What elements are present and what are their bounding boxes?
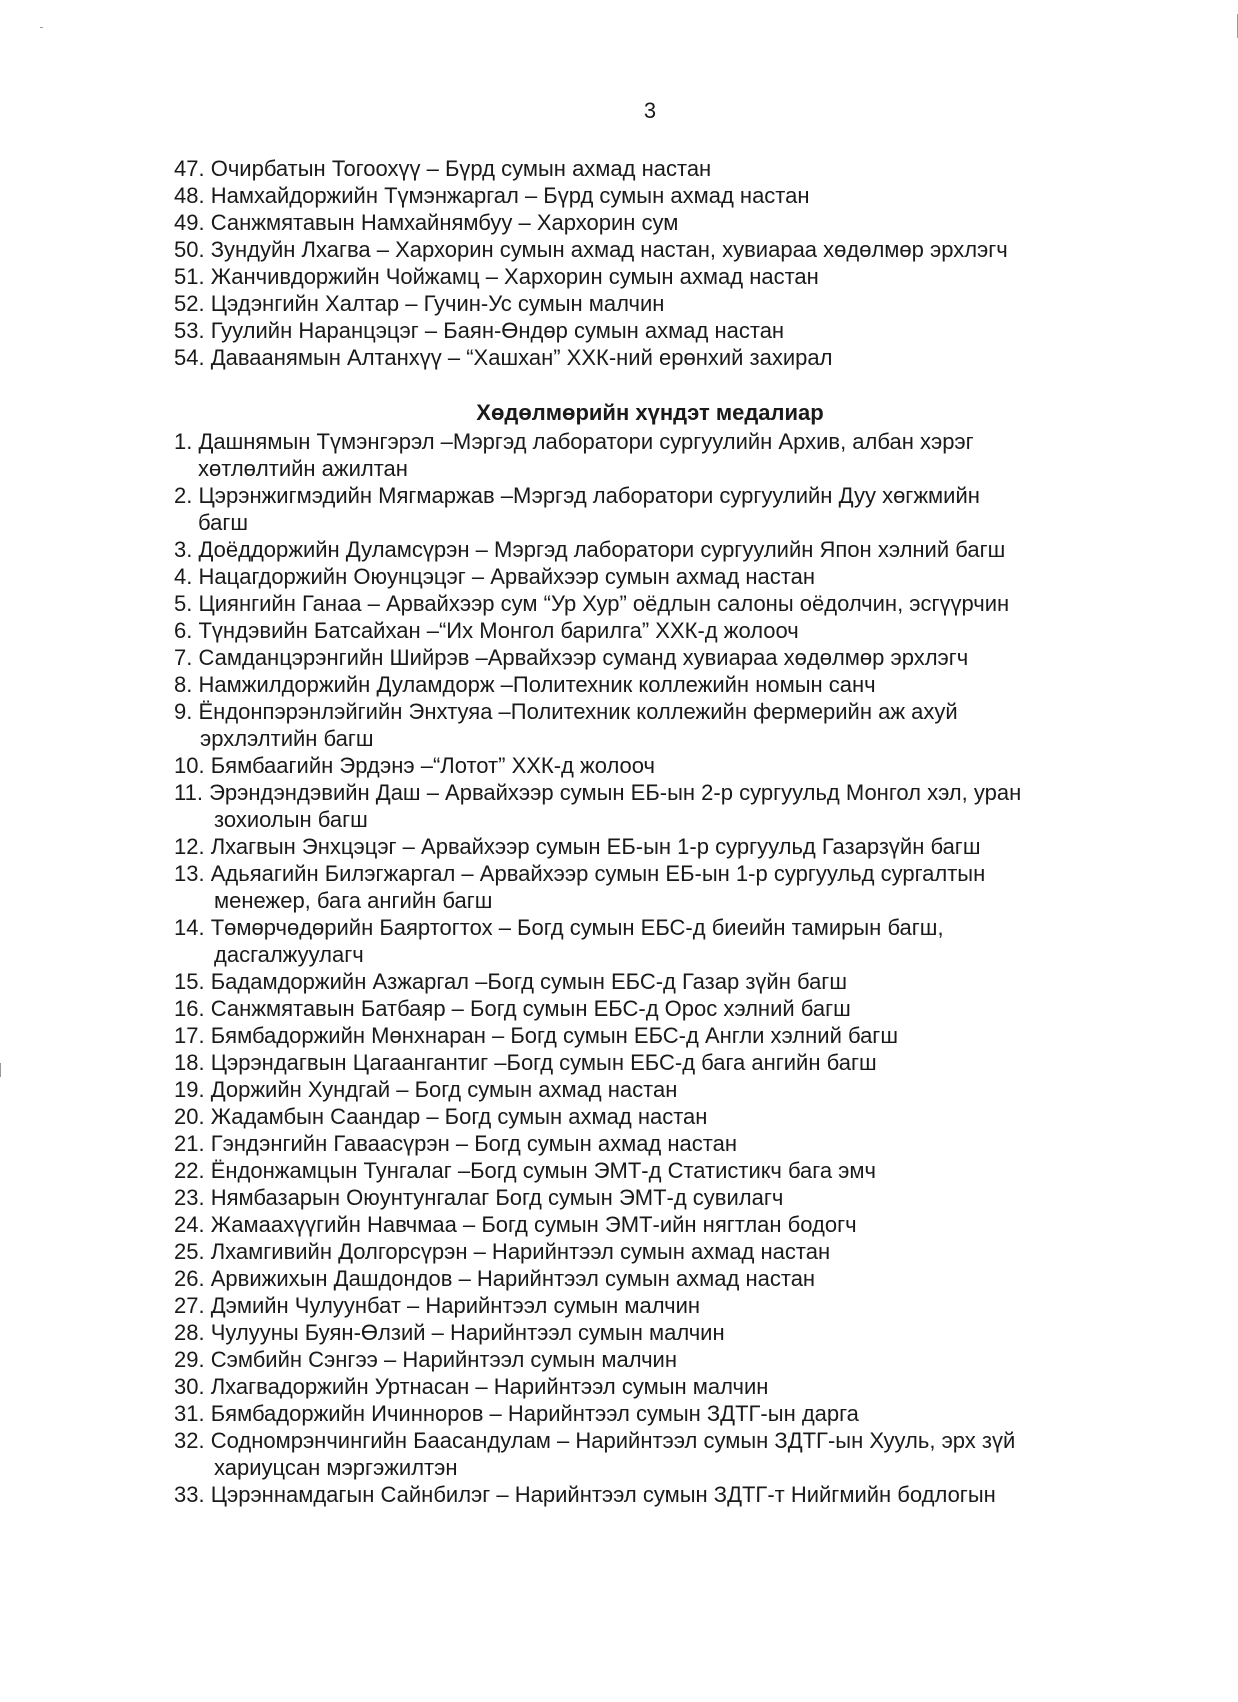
- item-text: Цэрэнжигмэдийн Мягмаржав –Мэргэд лаборатори сургуулийн Дуу хөгжмийн: [198, 483, 980, 508]
- item-text: Лхагвадоржийн Уртнасан – Нарийнтээл сумын малчин: [210, 1374, 769, 1399]
- item-number: 19.: [174, 1077, 205, 1102]
- item-text: Циянгийн Ганаа – Арвайхээр сум “Ур Хур” оёдлын салоны оёдолчин, эсгүүрчин: [198, 591, 1010, 616]
- list-item: [174, 698, 1104, 752]
- list-item: [174, 563, 1104, 590]
- item-text: Даваанямын Алтанхүү – “Хашхан” ХХК-ний ерөнхий захирал: [210, 345, 833, 370]
- item-text-continued: хөтлөлтийн ажилтан: [198, 456, 408, 481]
- item-number: 11.: [174, 780, 203, 805]
- item-number: 53.: [174, 318, 205, 343]
- item-number: 5.: [174, 591, 193, 616]
- item-number: 47.: [174, 156, 205, 181]
- list-item: [174, 1400, 1104, 1427]
- list-item: [174, 671, 1104, 698]
- item-number: 10.: [174, 753, 205, 778]
- list-item: [174, 779, 1104, 833]
- item-text: Бямбадоржийн Мөнхнаран – Богд сумын ЕБС-д Англи хэлний багш: [210, 1023, 898, 1048]
- list-item: [174, 155, 1104, 182]
- list-item: [174, 1130, 1104, 1157]
- item-text: Содномрэнчингийн Баасандулам – Нарийнтээл сумын ЗДТГ-ын Хууль, эрх зүй: [210, 1428, 1016, 1453]
- item-text: Зундуйн Лхагва – Хархорин сумын ахмад настан, хувиараа хөдөлмөр эрхлэгч: [210, 237, 1008, 262]
- list-item: [174, 182, 1104, 209]
- list-item: [174, 968, 1104, 995]
- item-text: Дашнямын Түмэнгэрэл –Мэргэд лаборатори сургуулийн Архив, албан хэрэг: [198, 429, 974, 454]
- item-number: 8.: [174, 672, 193, 697]
- item-number: 26.: [174, 1266, 205, 1291]
- scan-mark: [40, 27, 43, 28]
- list-item: [174, 290, 1104, 317]
- item-text: Чулууны Буян-Өлзий – Нарийнтээл сумын малчин: [210, 1320, 725, 1345]
- item-text: Санжмятавын Намхайнямбуу – Хархорин сум: [210, 210, 679, 235]
- item-text: Сэмбийн Сэнгээ – Нарийнтээл сумын малчин: [210, 1347, 677, 1372]
- list-item: [174, 860, 1104, 914]
- section-heading: Хөдөлмөрийн хүндэт медалиар: [476, 400, 824, 425]
- item-text: Гэндэнгийн Гаваасүрэн – Богд сумын ахмад настан: [210, 1131, 737, 1156]
- item-text: Гуулийн Наранцэцэг – Баян-Өндөр сумын ахмад настан: [210, 318, 785, 343]
- item-number: 7.: [174, 645, 193, 670]
- list-item: [174, 1022, 1104, 1049]
- item-text-continued: менежер, бага ангийн багш: [214, 888, 493, 913]
- item-number: 48.: [174, 183, 205, 208]
- list-item: [174, 317, 1104, 344]
- item-number: 50.: [174, 237, 205, 262]
- item-text: Адьяагийн Билэгжаргал – Арвайхээр сумын ЕБ-ын 1-р сургуульд сургалтын: [210, 861, 986, 886]
- item-number: 52.: [174, 291, 205, 316]
- list-item: [174, 644, 1104, 671]
- item-text: Жанчивдоржийн Чойжамц – Хархорин сумын ахмад настан: [210, 264, 819, 289]
- item-text: Самданцэрэнгийн Шийрэв –Арвайхээр суманд хувиараа хөдөлмөр эрхлэгч: [198, 645, 969, 670]
- item-text: Ёндонжамцын Тунгалаг –Богд сумын ЭМТ-д Статистикч бага эмч: [210, 1158, 876, 1183]
- item-text: Түндэвийн Батсайхан –“Их Монгол барилга” ХХК-д жолооч: [198, 618, 799, 643]
- item-text: Жамаахүүгийн Навчмаа – Богд сумын ЭМТ-ийн нягтлан бодогч: [210, 1212, 857, 1237]
- list-item: [174, 536, 1104, 563]
- item-number: 33.: [174, 1482, 205, 1507]
- item-text: Бадамдоржийн Азжаргал –Богд сумын ЕБС-д Газар зүйн багш: [210, 969, 847, 994]
- item-number: 21.: [174, 1131, 205, 1156]
- item-number: 31.: [174, 1401, 205, 1426]
- item-number: 1.: [174, 429, 193, 454]
- item-number: 6.: [174, 618, 193, 643]
- list-item: [174, 1076, 1104, 1103]
- item-number: 32.: [174, 1428, 205, 1453]
- item-number: 29.: [174, 1347, 205, 1372]
- item-number: 2.: [174, 483, 193, 508]
- labor-medal-list: [174, 428, 1104, 1508]
- item-text: Лхагвын Энхцэцэг – Арвайхээр сумын ЕБ-ын 1-р сургуульд Газарзүйн багш: [210, 834, 981, 859]
- list-item: [174, 1292, 1104, 1319]
- item-text: Намхайдоржийн Түмэнжаргал – Бүрд сумын ахмад настан: [210, 183, 810, 208]
- list-item: [174, 209, 1104, 236]
- item-number: 54.: [174, 345, 205, 370]
- item-text: Лхамгивийн Долгорсүрэн – Нарийнтээл сумын ахмад настан: [210, 1239, 831, 1264]
- list-item: [174, 1211, 1104, 1238]
- item-text: Цэдэнгийн Халтар – Гучин-Ус сумын малчин: [210, 291, 665, 316]
- item-number: 18.: [174, 1050, 205, 1075]
- item-text: Бямбаагийн Эрдэнэ –“Лотот” ХХК-д жолооч: [210, 753, 656, 778]
- item-number: 25.: [174, 1239, 205, 1264]
- item-number: 4.: [174, 564, 193, 589]
- item-text-continued: дасгалжуулагч: [214, 942, 364, 967]
- item-number: 27.: [174, 1293, 205, 1318]
- list-item: [174, 344, 1104, 371]
- list-item: [174, 1319, 1104, 1346]
- list-item: [174, 995, 1104, 1022]
- list-item: [174, 1238, 1104, 1265]
- item-number: 12.: [174, 834, 205, 859]
- item-text: Нямбазарын Оюунтунгалаг Богд сумын ЭМТ-д сувилагч: [210, 1185, 784, 1210]
- list-item: [174, 914, 1104, 968]
- item-number: 24.: [174, 1212, 205, 1237]
- item-text-continued: хариуцсан мэргэжилтэн: [214, 1455, 458, 1480]
- item-number: 28.: [174, 1320, 205, 1345]
- item-text: Доёддоржийн Дуламсүрэн – Мэргэд лаборатори сургуулийн Япон хэлний багш: [198, 537, 1006, 562]
- list-item: [174, 1373, 1104, 1400]
- list-item: [174, 1184, 1104, 1211]
- item-text: Жадамбын Саандар – Богд сумын ахмад настан: [210, 1104, 708, 1129]
- item-number: 15.: [174, 969, 205, 994]
- item-text: Намжилдоржийн Дуламдорж –Политехник коллежийн номын санч: [198, 672, 876, 697]
- item-number: 51.: [174, 264, 205, 289]
- item-number: 16.: [174, 996, 205, 1021]
- item-text: Ёндонпэрэнлэйгийн Энхтуяа –Политехник коллежийн фермерийн аж ахуй: [198, 699, 958, 724]
- item-text-continued: багш: [198, 510, 249, 535]
- item-text: Арвижихын Дашдондов – Нарийнтээл сумын ахмад настан: [210, 1266, 816, 1291]
- item-text: Нацагдоржийн Оюунцэцэг – Арвайхээр сумын ахмад настан: [198, 564, 816, 589]
- item-number: 30.: [174, 1374, 205, 1399]
- item-number: 49.: [174, 210, 205, 235]
- list-item: [174, 482, 1104, 536]
- item-text: Төмөрчөдөрийн Баяртогтох – Богд сумын ЕБС-д биеийн тамирын багш,: [210, 915, 944, 940]
- item-text: Санжмятавын Батбаяр – Богд сумын ЕБС-д Орос хэлний багш: [210, 996, 851, 1021]
- list-item: [174, 1103, 1104, 1130]
- item-text: Эрэндэндэвийн Даш – Арвайхээр сумын ЕБ-ын 2-р сургуульд Монгол хэл, уран: [209, 780, 1022, 805]
- list-item: [174, 833, 1104, 860]
- list-item: [174, 263, 1104, 290]
- list-item: [174, 236, 1104, 263]
- item-number: 23.: [174, 1185, 205, 1210]
- list-item: [174, 590, 1104, 617]
- item-number: 14.: [174, 915, 205, 940]
- list-item: [174, 1265, 1104, 1292]
- list-item: [174, 1481, 1104, 1508]
- item-number: 17.: [174, 1023, 205, 1048]
- list-item: [174, 1427, 1104, 1481]
- item-number: 3.: [174, 537, 193, 562]
- list-item: [174, 428, 1104, 482]
- item-number: 20.: [174, 1104, 205, 1129]
- item-number: 9.: [174, 699, 193, 724]
- item-text-continued: зохиолын багш: [214, 807, 368, 832]
- page-number: 3: [643, 98, 657, 123]
- awardee-list-continued: [174, 155, 1104, 371]
- item-text: Бямбадоржийн Ичинноров – Нарийнтээл сумын ЗДТГ-ын дарга: [210, 1401, 859, 1426]
- item-text-continued: эрхлэлтийн багш: [200, 726, 374, 751]
- list-item: [174, 1157, 1104, 1184]
- item-text: Очирбатын Тогоохүү – Бүрд сумын ахмад настан: [210, 156, 712, 181]
- list-item: [174, 1049, 1104, 1076]
- item-text: Доржийн Хундгай – Богд сумын ахмад настан: [210, 1077, 678, 1102]
- item-number: 22.: [174, 1158, 205, 1183]
- item-text: Цэрэндагвын Цагаангантиг –Богд сумын ЕБС-д бага ангийн багш: [210, 1050, 877, 1075]
- list-item: [174, 617, 1104, 644]
- list-item: [174, 1346, 1104, 1373]
- item-text: Дэмийн Чулуунбат – Нарийнтээл сумын малчин: [210, 1293, 701, 1318]
- item-text: Цэрэннамдагын Сайнбилэг – Нарийнтээл сумын ЗДТГ-т Нийгмийн бодлогын: [210, 1482, 996, 1507]
- item-number: 13.: [174, 861, 205, 886]
- list-item: [174, 752, 1104, 779]
- scan-mark: [0, 1063, 1, 1077]
